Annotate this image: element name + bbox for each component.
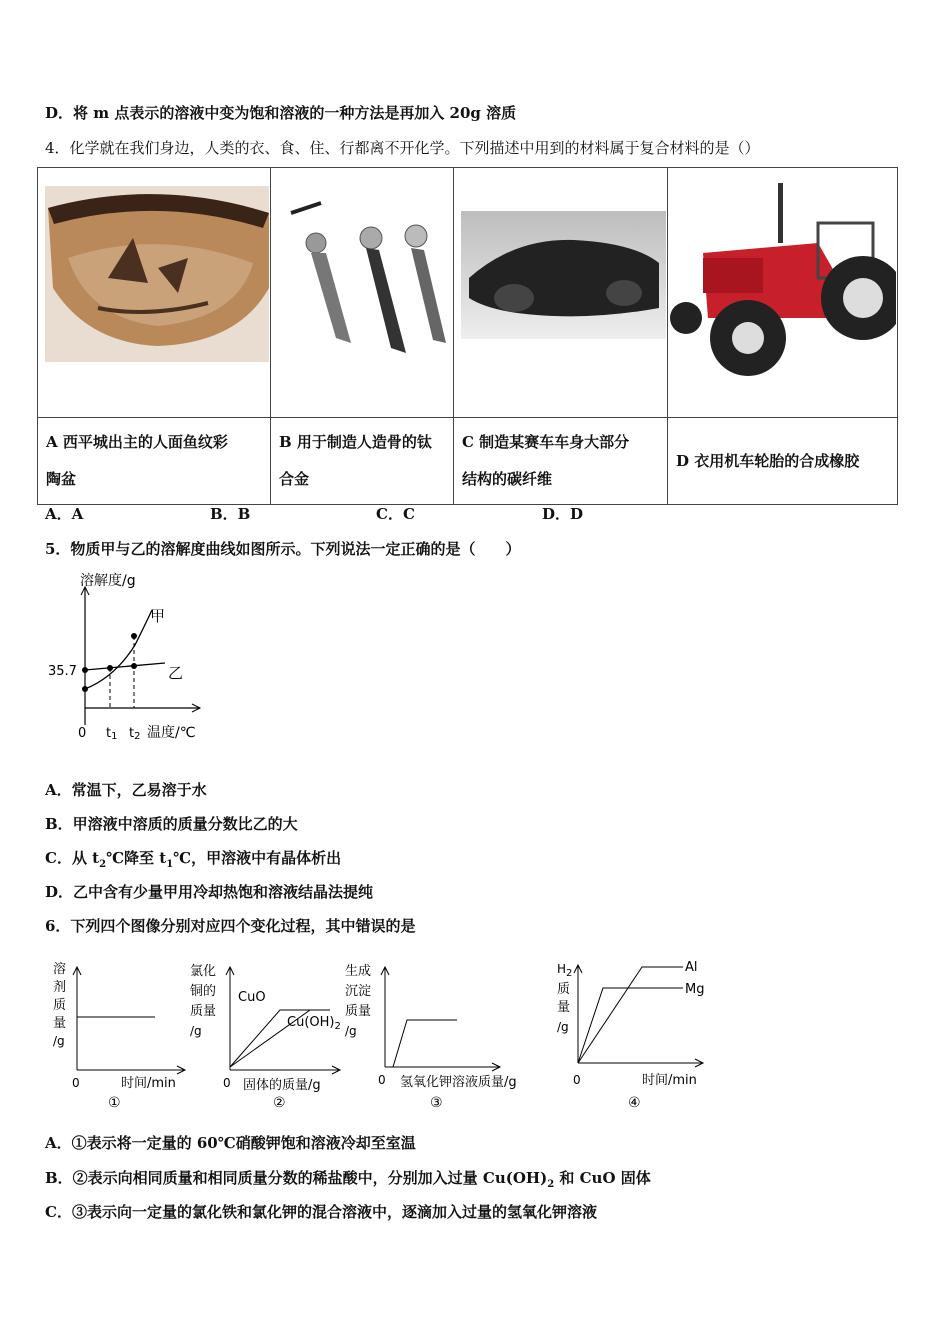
titanium-alloy-image-cell [271,168,454,418]
svg-text:0: 0 [223,1076,231,1090]
svg-text:Cu(OH)2: $Cu(OH)_2$ [287,1015,341,1032]
svg-text:氯化: 氯化 [190,964,217,979]
caption-a: A 西平城出主的人面鱼纹彩 陶盆 [38,418,271,505]
q4-option-d[interactable]: D．D [542,505,584,523]
svg-text:沉淀: 沉淀 [345,984,372,999]
svg-text:/g: /g [53,1034,65,1048]
caption-c: C 制造某赛车车身大部分 结构的碳纤维 [454,418,668,505]
svg-text:质量: 质量 [190,1004,217,1019]
svg-text:铜的: 铜的 [190,984,217,999]
q4-option-b[interactable]: B．B [210,505,251,523]
q5-stem: 5．物质甲与乙的溶解度曲线如图所示。下列说法一定正确的是（ ） [45,540,521,558]
svg-text:溶: 溶 [53,962,67,977]
q6-stem: 6．下列四个图像分别对应四个变化过程，其中错误的是 [45,917,416,935]
svg-text:量: 量 [557,1000,571,1015]
tick-t1: t1 [106,726,118,742]
q6-graphs [45,955,735,1120]
q3-option-d: D．将 m 点表示的溶液中变为饱和溶液的一种方法是再加入 20g 溶质 [45,104,517,122]
svg-text:0: 0 [378,1073,386,1087]
carbon-fiber-car-image-cell [454,168,668,418]
q6-option-a[interactable]: A．①表示将一定量的 60℃硝酸钾饱和溶液冷却至室温 [45,1134,416,1152]
svg-text:③: ③ [430,1095,443,1111]
svg-text:H2: $H_2$ [557,962,573,979]
svg-text:量: 量 [53,1016,67,1031]
q5-option-c[interactable]: C．从 $t_2℃$降至 $t_1℃$，甲溶液中有晶体析出 [45,849,342,870]
svg-text:剂: 剂 [53,980,67,995]
svg-text:②: ② [273,1095,286,1111]
tractor-image-cell [668,168,898,418]
graph-2 [190,964,341,1111]
svg-text:质量: 质量 [345,1004,372,1019]
svg-text:0: 0 [72,1076,80,1090]
svg-text:CuO: CuO [238,990,266,1005]
curve-yi [85,663,165,670]
caption-d: D 衣用机车轮胎的合成橡胶 [668,418,898,505]
graph-1 [53,961,185,1111]
chart-ylabel: 溶解度/g [80,573,136,589]
carbon-fiber-car-image [454,168,666,413]
chart-xlabel: 温度/℃ [147,725,196,741]
graph-4-mg-line [578,988,683,1063]
label-jia: 甲 [150,607,166,625]
svg-text:0: 0 [573,1073,581,1087]
svg-text:Al: Al [685,960,698,975]
q5-option-a[interactable]: A．常温下，乙易溶于水 [45,781,207,799]
graph-3 [345,963,517,1111]
curve-jia [85,610,152,689]
graph-3-line [393,1020,457,1067]
pottery-bowl-image [38,168,269,413]
svg-text:质: 质 [557,982,571,997]
caption-b: B 用于制造人造骨的钛 合金 [271,418,454,505]
q6-option-b[interactable]: B．②表示向相同质量和相同质量分数的稀盐酸中，分别加入过量 $Cu(OH)_2$ 和 CuO 固体 [45,1169,651,1190]
solubility-chart [40,565,220,745]
graph-4 [557,960,704,1111]
q4-option-a[interactable]: A．A [45,505,84,523]
tractor-image [668,168,896,413]
chart-y-value: 35.7 [48,664,77,679]
svg-text:/g: /g [345,1024,357,1038]
titanium-alloy-image [271,168,452,413]
chart-origin: 0 [78,726,87,741]
svg-text:时间/min: 时间/min [642,1073,697,1088]
svg-text:①: ① [108,1095,121,1111]
svg-text:/g: /g [557,1020,569,1034]
q4-stem: 4．化学就在我们身边，人类的衣、食、住、行都离不开化学。下列描述中用到的材料属于复合材料的是（） [45,139,760,157]
svg-text:氢氧化钾溶液质量/g: 氢氧化钾溶液质量/g [400,1075,517,1090]
pottery-bowl-image-cell [38,168,271,418]
tick-t2: t2 [129,726,141,742]
svg-text:固体的质量/g: 固体的质量/g [243,1078,321,1093]
svg-text:生成: 生成 [345,964,372,979]
svg-text:时间/min: 时间/min [121,1076,176,1091]
svg-text:④: ④ [628,1095,641,1111]
q4-table [37,167,898,505]
svg-text:Mg: Mg [685,982,705,997]
svg-text:质: 质 [53,998,67,1013]
q5-option-d[interactable]: D．乙中含有少量甲用冷却热饱和溶液结晶法提纯 [45,883,374,901]
q4-option-c[interactable]: C．C [376,505,415,523]
q6-option-c[interactable]: C．③表示向一定量的氯化铁和氯化钾的混合溶液中，逐滴加入过量的氢氧化钾溶液 [45,1203,597,1221]
svg-text:/g: /g [190,1024,202,1038]
label-yi: 乙 [168,664,184,682]
q5-option-b[interactable]: B．甲溶液中溶质的质量分数比乙的大 [45,815,298,833]
